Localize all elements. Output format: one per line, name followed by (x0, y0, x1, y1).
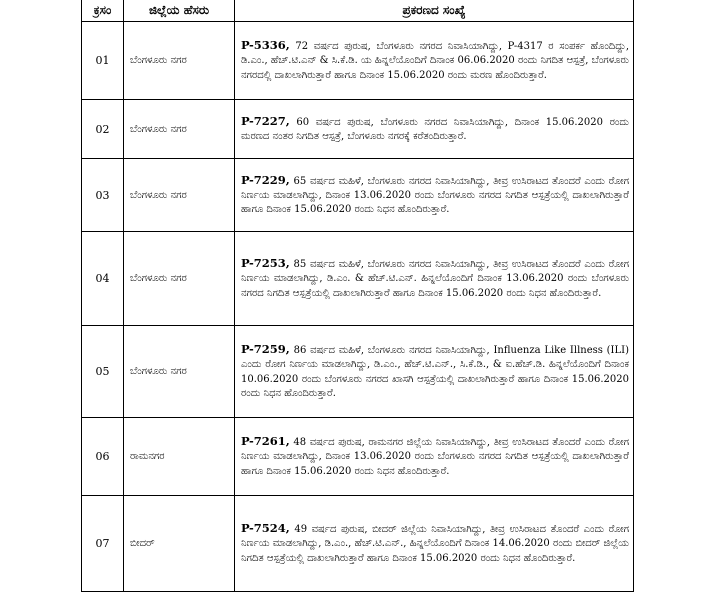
table-row (82, 326, 634, 418)
patient-id: P-7253, (241, 256, 290, 271)
case-description: 85 ವರ್ಷದ ಮಹಿಳೆ, ಬೆಂಗಳೂರು ನಗರದ ನಿವಾಸಿಯಾಗಿದ್ದು, ತೀವ್ರ ಉಸಿರಾಟದ ತೊಂದರೆ ಎಂದು ರೋಗ ನಿರ್ಣಯ ಮಾಡಲಾಗಿದ್ದು, ಡಿ.ಎಂ. & ಹೆಚ್.ಟಿ.ಎನ್. ಹಿನ್ನಲೆಯೊಂದಿಗೆ ದಿನಾಂಕ 13.06.2020 ರಂದು ಬೆಂಗಳೂರು ನಗರದ ನಿಗದಿತ ಆಸ್ಪತ್ರೆಯಲ್ಲಿ ದಾಖಲಾಗಿರುತ್ತಾರೆ ಹಾಗೂ ದಿನಾಂಕ 15.06.2020 ರಂದು ನಿಧನ ಹೊಂದಿರುತ್ತಾರೆ. (241, 259, 629, 299)
table-row (82, 100, 634, 159)
case-description: 86 ವರ್ಷದ ಮಹಿಳೆ, ಬೆಂಗಳೂರು ನಗರದ ನಿವಾಸಿಯಾಗಿದ್ದು, Influenza Like Illness (ILI) ಎಂದು ರೋಗ ನಿರ್ಣಯ ಮಾಡಲಾಗಿದ್ದು, ಡಿ.ಎಂ., ಹೆಚ್.ಟಿ.ಎನ್., ಸಿ.ಕೆ.ಡಿ., & ಐ.ಹೆಚ್.ಡಿ. ಹಿನ್ನಲೆಯೊಂದಿಗೆ ದಿನಾಂಕ 10.06.2020 ರಂದು ಬೆಂಗಳೂರು ನಗರದ ಖಾಸಗಿ ಆಸ್ಪತ್ರೆಯಲ್ಲಿ ದಾಖಲಾಗಿರುತ್ತಾರೆ ಹಾಗೂ ದಿನಾಂಕ 15.06.2020 ರಂದು ನಿಧನ ಹೊಂದಿರುತ್ತಾರೆ. (241, 344, 629, 399)
table-row (82, 496, 634, 592)
row-number: 06 (82, 418, 124, 496)
case-description: 72 ವರ್ಷದ ಪುರುಷ, ಬೆಂಗಳೂರು ನಗರದ ನಿವಾಸಿಯಾಗಿದ್ದು, P-4317 ರ ಸಂಪರ್ಕ ಹೊಂದಿದ್ದು, ಡಿ.ಎಂ., ಹೆಚ್.ಟಿ.ಎನ್ & ಸಿ.ಕೆ.ಡಿ. ಯ ಹಿನ್ನಲೆಯೊಂದಿಗೆ ದಿನಾಂಕ 06.06.2020 ರಂದು ನಿಗದಿತ ಆಸ್ಪತ್ರೆ, ಬೆಂಗಳೂರು ನಗರದಲ್ಲಿ ದಾಖಲಾಗಿರುತ್ತಾರೆ ಹಾಗೂ ದಿನಾಂಕ 15.06.2020 ರಂದು ಮರಣ ಹೊಂದಿರುತ್ತಾರೆ. (241, 41, 629, 81)
header-details: ಪ್ರಕರಣದ ಸಂಖ್ಯೆ (235, 0, 634, 22)
case-description: 49 ವರ್ಷದ ಪುರುಷ, ಬೀದರ್ ಜಿಲ್ಲೆಯ ನಿವಾಸಿಯಾಗಿದ್ದು, ತೀವ್ರ ಉಸಿರಾಟದ ತೊಂದರೆ ಎಂದು ರೋಗ ನಿರ್ಣಯ ಮಾಡಲಾಗಿದ್ದು, ಡಿ.ಎಂ., ಹೆಚ್.ಟಿ.ಎನ್., ಹಿನ್ನಲೆಯೊಂದಿಗೆ ದಿನಾಂಕ 14.06.2020 ರಂದು ಬೀದರ್ ಜಿಲ್ಲೆಯ ನಿಗದಿತ ಆಸ್ಪತ್ರೆಯಲ್ಲಿ ದಾಖಲಾಗಿರುತ್ತಾರೆ ಹಾಗೂ ದಿನಾಂಕ 15.06.2020 ರಂದು ನಿಧನ ಹೊಂದಿರುತ್ತಾರೆ. (241, 524, 629, 564)
deaths-table (81, 0, 634, 592)
row-number: 01 (82, 22, 124, 100)
row-district: ಬೀದರ್ (124, 496, 235, 592)
table-row (82, 159, 634, 232)
patient-id: P-7261, (241, 434, 290, 449)
row-number: 05 (82, 326, 124, 418)
patient-id: P-7229, (241, 172, 290, 187)
row-details (235, 326, 634, 418)
patient-id: P-7259, (241, 341, 290, 356)
patient-id: P-5336, (241, 38, 290, 53)
row-district: ರಾಮನಗರ (124, 418, 235, 496)
header-sl-no: ಕ್ರಸಂ (82, 0, 124, 22)
row-district: ಬೆಂಗಳೂರು ನಗರ (124, 100, 235, 159)
case-description: 48 ವರ್ಷದ ಪುರುಷ, ರಾಮನಗರ ಜಿಲ್ಲೆಯ ನಿವಾಸಿಯಾಗಿದ್ದು, ತೀವ್ರ ಉಸಿರಾಟದ ತೊಂದರೆ ಎಂದು ರೋಗ ನಿರ್ಣಯ ಮಾಡಲಾಗಿದ್ದು, ದಿನಾಂಕ 13.06.2020 ರಂದು ಬೆಂಗಳೂರು ನಗರದ ನಿಗದಿತ ಆಸ್ಪತ್ರೆಯಲ್ಲಿ ದಾಖಲಾಗಿರುತ್ತಾರೆ ಹಾಗೂ ದಿನಾಂಕ 15.06.2020 ರಂದು ನಿಧನ ಹೊಂದಿರುತ್ತಾರೆ. (241, 437, 629, 477)
row-number: 02 (82, 100, 124, 159)
table-header-row (82, 0, 634, 22)
patient-id: P-7227, (241, 113, 290, 128)
row-details (235, 232, 634, 326)
row-number: 04 (82, 232, 124, 326)
row-details (235, 418, 634, 496)
row-district: ಬೆಂಗಳೂರು ನಗರ (124, 326, 235, 418)
table-row (82, 22, 634, 100)
table-row (82, 418, 634, 496)
case-description: 60 ವರ್ಷದ ಪುರುಷ, ಬೆಂಗಳೂರು ನಗರದ ನಿವಾಸಿಯಾಗಿದ್ದು, ದಿನಾಂಕ 15.06.2020 ರಂದು ಮರಣದ ನಂತರ ನಿಗದಿತ ಆಸ್ಪತ್ರೆ, ಬೆಂಗಳೂರು ನಗರಕ್ಕೆ ಕರೆತಂದಿರುತ್ತಾರೆ. (241, 116, 629, 142)
row-details (235, 159, 634, 232)
row-details (235, 100, 634, 159)
row-district: ಬೆಂಗಳೂರು ನಗರ (124, 22, 235, 100)
table-row (82, 232, 634, 326)
row-district: ಬೆಂಗಳೂರು ನಗರ (124, 232, 235, 326)
row-number: 07 (82, 496, 124, 592)
row-details (235, 496, 634, 592)
case-description: 65 ವರ್ಷದ ಮಹಿಳೆ, ಬೆಂಗಳೂರು ನಗರದ ನಿವಾಸಿಯಾಗಿದ್ದು, ತೀವ್ರ ಉಸಿರಾಟದ ತೊಂದರೆ ಎಂದು ರೋಗ ನಿರ್ಣಯ ಮಾಡಲಾಗಿದ್ದು, ದಿನಾಂಕ 13.06.2020 ರಂದು ಬೆಂಗಳೂರು ನಗರದ ನಿಗದಿತ ಆಸ್ಪತ್ರೆಯಲ್ಲಿ ದಾಖಲಾಗಿರುತ್ತಾರೆ ಹಾಗೂ ದಿನಾಂಕ 15.06.2020 ರಂದು ನಿಧನ ಹೊಂದಿರುತ್ತಾರೆ. (241, 175, 629, 216)
row-district: ಬೆಂಗಳೂರು ನಗರ (124, 159, 235, 232)
header-district: ಜಿಲ್ಲೆಯ ಹೆಸರು (124, 0, 235, 22)
patient-id: P-7524, (241, 521, 290, 536)
row-details (235, 22, 634, 100)
row-number: 03 (82, 159, 124, 232)
